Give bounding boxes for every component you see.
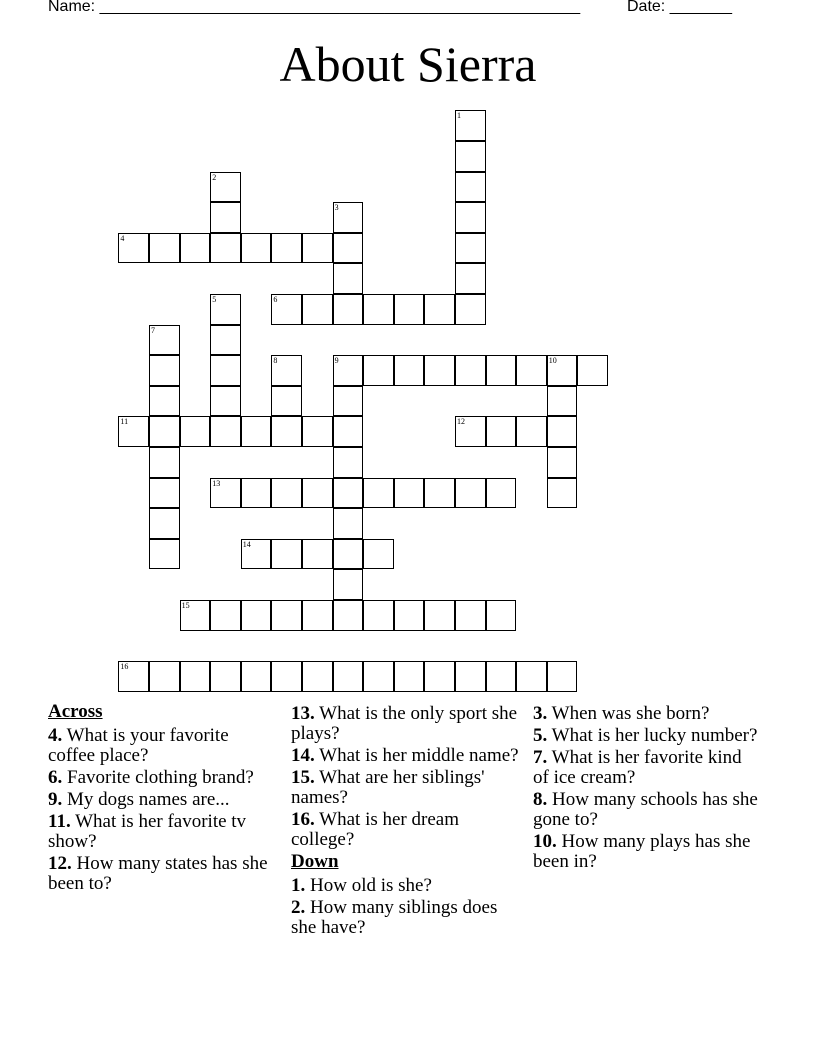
crossword-cell[interactable] xyxy=(149,447,180,478)
crossword-cell[interactable] xyxy=(455,263,486,294)
crossword-cell[interactable] xyxy=(302,539,333,570)
crossword-cell[interactable] xyxy=(363,355,394,386)
clue-number: 2. xyxy=(291,897,306,918)
clue-number: 13. xyxy=(291,703,315,724)
clue-text: How many states has she been to? xyxy=(48,853,268,894)
clue-text: How old is she? xyxy=(310,875,432,896)
crossword-cell[interactable] xyxy=(180,416,211,447)
crossword-cell[interactable] xyxy=(455,416,486,447)
cell-number: 13 xyxy=(212,478,221,488)
clue-text: How many plays has she been in? xyxy=(533,831,751,872)
crossword-cell[interactable] xyxy=(210,294,241,325)
crossword-cell[interactable] xyxy=(333,508,364,539)
clue-text: What is her lucky number? xyxy=(551,725,758,746)
crossword-cell[interactable] xyxy=(424,661,455,692)
clue-number: 10. xyxy=(533,831,557,852)
crossword-cell[interactable] xyxy=(333,386,364,417)
cell-number: 14 xyxy=(242,539,251,549)
crossword-cell[interactable] xyxy=(333,294,364,325)
clue-down-5 xyxy=(533,726,761,746)
crossword-cell[interactable] xyxy=(210,386,241,417)
crossword-cell[interactable] xyxy=(455,294,486,325)
crossword-cell[interactable] xyxy=(333,600,364,631)
page-title: About Sierra xyxy=(279,36,537,92)
crossword-cell[interactable] xyxy=(210,172,241,203)
crossword-cell[interactable] xyxy=(455,661,486,692)
crossword-cell[interactable] xyxy=(210,600,241,631)
crossword-cell[interactable] xyxy=(271,355,302,386)
crossword-cell[interactable] xyxy=(516,416,547,447)
crossword-cell[interactable] xyxy=(302,600,333,631)
crossword-cell[interactable] xyxy=(149,355,180,386)
clue-across-14 xyxy=(291,746,519,766)
crossword-cell[interactable] xyxy=(547,447,578,478)
clue-number: 8. xyxy=(533,789,548,810)
clue-number: 16. xyxy=(291,809,315,830)
clue-down-3 xyxy=(533,704,761,724)
clue-text: What is her favorite kind of ice cream? xyxy=(533,747,742,788)
crossword-cell[interactable] xyxy=(241,416,272,447)
crossword-cell[interactable] xyxy=(210,355,241,386)
crossword-cell[interactable] xyxy=(424,355,455,386)
crossword-cell[interactable] xyxy=(271,233,302,264)
clue-across-11 xyxy=(48,812,276,852)
crossword-cell[interactable] xyxy=(455,172,486,203)
crossword-cell[interactable] xyxy=(118,661,149,692)
cell-number: 7 xyxy=(151,325,155,335)
crossword-cell[interactable] xyxy=(241,233,272,264)
crossword-cell[interactable] xyxy=(210,325,241,356)
clue-number: 9. xyxy=(48,789,63,810)
crossword-cell[interactable] xyxy=(333,539,364,570)
clues-column-1 xyxy=(48,702,276,896)
cell-number: 12 xyxy=(457,417,465,427)
clue-text: What is her dream college? xyxy=(291,809,459,850)
cell-number: 16 xyxy=(120,662,129,672)
clue-down-7 xyxy=(533,748,761,788)
crossword-cell[interactable] xyxy=(424,600,455,631)
clue-text: When was she born? xyxy=(551,703,710,724)
crossword-cell[interactable] xyxy=(363,294,394,325)
crossword-cell[interactable] xyxy=(424,294,455,325)
clue-text: My dogs names are... xyxy=(67,789,230,810)
crossword-cell[interactable] xyxy=(241,478,272,509)
crossword-cell[interactable] xyxy=(149,416,180,447)
crossword-cell[interactable] xyxy=(455,355,486,386)
crossword-cell[interactable] xyxy=(149,233,180,264)
crossword-cell[interactable] xyxy=(149,508,180,539)
clue-number: 5. xyxy=(533,725,548,746)
clue-across-6 xyxy=(48,768,276,788)
crossword-cell[interactable] xyxy=(210,202,241,233)
cell-number: 2 xyxy=(212,172,217,182)
crossword-cell[interactable] xyxy=(486,416,517,447)
crossword-cell[interactable] xyxy=(271,539,302,570)
crossword-cell[interactable] xyxy=(210,416,241,447)
crossword-cell[interactable] xyxy=(271,294,302,325)
crossword-cell[interactable] xyxy=(424,478,455,509)
crossword-cell[interactable] xyxy=(333,233,364,264)
clue-number: 11. xyxy=(48,811,71,832)
crossword-cell[interactable] xyxy=(149,661,180,692)
crossword-cell[interactable] xyxy=(455,141,486,172)
crossword-cell[interactable] xyxy=(455,478,486,509)
crossword-cell[interactable] xyxy=(577,355,608,386)
clue-number: 4. xyxy=(48,725,63,746)
clue-text: Favorite clothing brand? xyxy=(67,767,254,788)
clues-column-3 xyxy=(533,704,761,874)
date-field-label: Date: _______ xyxy=(627,0,732,15)
crossword-cell[interactable] xyxy=(455,600,486,631)
crossword-cell[interactable] xyxy=(486,478,517,509)
cell-number: 4 xyxy=(120,233,125,243)
clue-text: What is her middle name? xyxy=(319,745,519,766)
cell-number: 10 xyxy=(548,356,557,366)
clue-across-9 xyxy=(48,790,276,810)
crossword-cell[interactable] xyxy=(394,294,425,325)
crossword-cell[interactable] xyxy=(241,600,272,631)
clue-text: How many schools has she gone to? xyxy=(533,789,758,830)
crossword-cell[interactable] xyxy=(302,478,333,509)
clue-number: 6. xyxy=(48,767,63,788)
clue-across-16 xyxy=(291,810,519,850)
crossword-cell[interactable] xyxy=(118,233,149,264)
down-heading: Down xyxy=(291,851,339,872)
cell-number: 11 xyxy=(120,417,129,427)
clue-down-2 xyxy=(291,898,519,938)
crossword-cell[interactable] xyxy=(241,661,272,692)
crossword-cell[interactable] xyxy=(333,661,364,692)
crossword-cell[interactable] xyxy=(486,661,517,692)
crossword-cell[interactable] xyxy=(210,661,241,692)
crossword-cell[interactable] xyxy=(180,661,211,692)
crossword-cell[interactable] xyxy=(118,416,149,447)
crossword-cell[interactable] xyxy=(241,539,272,570)
clue-number: 7. xyxy=(533,747,548,768)
crossword-cell[interactable] xyxy=(149,325,180,356)
crossword-cell[interactable] xyxy=(394,661,425,692)
crossword-cell[interactable] xyxy=(363,600,394,631)
crossword-cell[interactable] xyxy=(333,569,364,600)
crossword-cell[interactable] xyxy=(149,539,180,570)
crossword-cell[interactable] xyxy=(363,539,394,570)
crossword-cell[interactable] xyxy=(486,355,517,386)
cell-number: 6 xyxy=(273,295,278,304)
clue-text: What is the only sport she plays? xyxy=(291,703,518,744)
cell-number: 1 xyxy=(457,111,461,121)
cell-number: 9 xyxy=(334,356,339,366)
crossword-cell[interactable] xyxy=(363,661,394,692)
crossword-cell[interactable] xyxy=(547,355,578,386)
clue-across-13 xyxy=(291,704,519,744)
cell-number: 8 xyxy=(273,356,278,366)
crossword-cell[interactable] xyxy=(210,233,241,264)
crossword-cell[interactable] xyxy=(271,386,302,417)
crossword-cell[interactable] xyxy=(516,661,547,692)
crossword-cell[interactable] xyxy=(180,600,211,631)
crossword-cell[interactable] xyxy=(516,355,547,386)
clue-across-12 xyxy=(48,854,276,894)
clue-number: 3. xyxy=(533,703,548,724)
crossword-cell[interactable] xyxy=(149,478,180,509)
crossword-cell[interactable] xyxy=(363,478,394,509)
cell-number: 15 xyxy=(181,601,190,610)
cell-number: 3 xyxy=(334,203,339,213)
crossword-cell[interactable] xyxy=(271,661,302,692)
clues-column-2 xyxy=(291,704,519,940)
crossword-cell[interactable] xyxy=(210,478,241,509)
clue-down-10 xyxy=(533,832,761,872)
crossword-cell[interactable] xyxy=(486,600,517,631)
crossword-cell[interactable] xyxy=(455,233,486,264)
crossword-cell[interactable] xyxy=(394,600,425,631)
crossword-cell[interactable] xyxy=(394,355,425,386)
crossword-cell[interactable] xyxy=(333,447,364,478)
crossword-cell[interactable] xyxy=(333,355,364,386)
crossword-cell[interactable] xyxy=(302,233,333,264)
clue-text: What are her siblings' names? xyxy=(291,767,485,808)
name-field-label: Name: ______________________________________________________ xyxy=(48,0,581,15)
clue-across-15 xyxy=(291,768,519,808)
crossword-cell[interactable] xyxy=(271,478,302,509)
crossword-cell[interactable] xyxy=(271,416,302,447)
crossword-cell[interactable] xyxy=(547,661,578,692)
clue-number: 15. xyxy=(291,767,315,788)
crossword-cell[interactable] xyxy=(394,478,425,509)
crossword-cell[interactable] xyxy=(180,233,211,264)
crossword-cell[interactable] xyxy=(333,263,364,294)
across-heading: Across xyxy=(48,701,103,722)
crossword-cell[interactable] xyxy=(547,386,578,417)
clue-number: 12. xyxy=(48,853,72,874)
crossword-cell[interactable] xyxy=(271,600,302,631)
crossword-cell[interactable] xyxy=(302,661,333,692)
crossword-cell[interactable] xyxy=(455,202,486,233)
crossword-cell[interactable] xyxy=(547,478,578,509)
crossword-cell[interactable] xyxy=(333,478,364,509)
clue-text: What is her favorite tv show? xyxy=(48,811,247,852)
crossword-cell[interactable] xyxy=(302,416,333,447)
crossword-cell[interactable] xyxy=(547,416,578,447)
clue-down-8 xyxy=(533,790,761,830)
clue-down-1 xyxy=(291,876,519,896)
crossword-cell[interactable] xyxy=(149,386,180,417)
crossword-cell[interactable] xyxy=(455,110,486,141)
cell-number: 5 xyxy=(212,295,217,304)
clue-text: How many siblings does she have? xyxy=(291,897,498,938)
clue-number: 14. xyxy=(291,745,315,766)
crossword-cell[interactable] xyxy=(333,416,364,447)
clue-across-4 xyxy=(48,726,276,766)
clue-number: 1. xyxy=(291,875,306,896)
crossword-cell[interactable] xyxy=(302,294,333,325)
clue-text: What is your favorite coffee place? xyxy=(48,725,229,766)
crossword-cell[interactable] xyxy=(333,202,364,233)
